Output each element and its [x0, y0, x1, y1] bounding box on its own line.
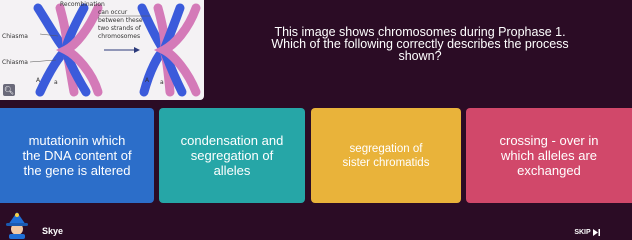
player-avatar	[4, 211, 30, 239]
option-3-line-2: sister chromatids	[342, 156, 430, 169]
chromosome-diagram	[0, 0, 204, 100]
question-line-3: shown?	[398, 49, 442, 63]
player-name: Skye	[42, 226, 64, 236]
label-two-strands: two strands of	[98, 25, 141, 32]
option-4-line-2: which alleles are	[500, 148, 598, 163]
answer-option-2[interactable]	[159, 108, 305, 203]
answer-option-4[interactable]	[466, 108, 632, 203]
question-panel	[0, 0, 632, 103]
answer-option-1[interactable]	[0, 108, 154, 203]
question-line-1: This image shows chromosomes during Prophase 1.	[274, 25, 566, 39]
option-1-line-2: the DNA content of	[22, 148, 132, 163]
option-4-line-1: crossing - over in	[499, 133, 599, 148]
option-4-line-3: exchanged	[517, 163, 581, 178]
label-between-these: between these	[98, 17, 143, 24]
label-allele-a4: a	[160, 79, 164, 86]
label-chiasma-bottom: Chiasma	[2, 59, 28, 66]
zoom-image-button[interactable]	[3, 84, 15, 96]
magnifier-icon: 🔍︎	[3, 85, 15, 95]
skip-forward-icon	[593, 229, 600, 236]
label-can-occur: can occur	[98, 9, 128, 16]
label-recombination: Recombination	[60, 1, 105, 8]
question-line-2: Which of the following correctly describes the process	[271, 37, 569, 51]
skip-button[interactable]	[567, 227, 607, 238]
question-text	[212, 26, 628, 62]
answer-options	[0, 106, 632, 206]
bottom-bar	[0, 207, 632, 240]
option-1-line-1: mutationin which	[28, 133, 126, 148]
option-2-line-1: condensation and	[180, 133, 284, 148]
label-allele-a2: a	[54, 79, 58, 86]
label-allele-a3: A	[145, 77, 150, 84]
option-2-line-3: alleles	[213, 163, 251, 178]
skip-label: SKIP	[574, 229, 591, 236]
label-chromosomes: chromosomes	[98, 33, 141, 40]
option-2-line-2: segregation of	[190, 148, 274, 163]
option-1-line-3: the gene is altered	[23, 163, 131, 178]
label-chiasma-top: Chiasma	[2, 33, 28, 40]
option-3-line-1: segregation of	[349, 142, 423, 155]
answer-option-3[interactable]	[311, 108, 461, 203]
label-allele-a1: A	[36, 77, 41, 84]
